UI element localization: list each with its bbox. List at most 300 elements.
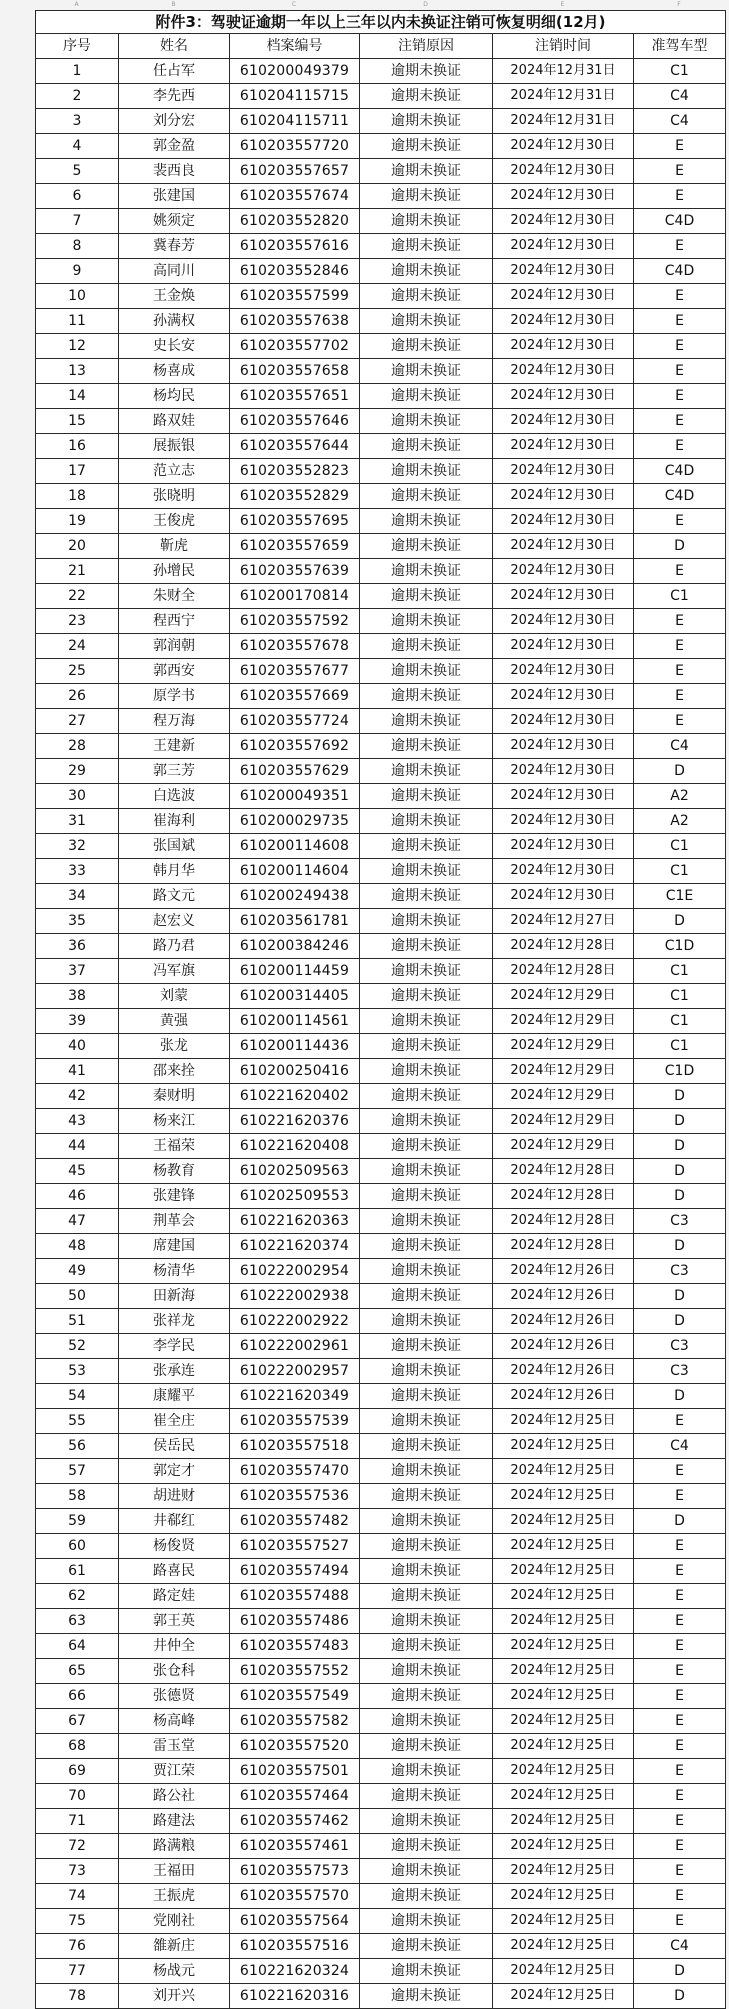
- cell-reason[interactable]: 逾期未换证: [360, 934, 493, 959]
- cell-reason[interactable]: 逾期未换证: [360, 409, 493, 434]
- cell-index[interactable]: 69: [36, 1759, 119, 1784]
- cell-date[interactable]: 2024年12月29日: [493, 1109, 634, 1134]
- cell-file-number[interactable]: 610200314405: [230, 984, 360, 1009]
- cell-vehicle-class[interactable]: D: [634, 1309, 726, 1334]
- cell-date[interactable]: 2024年12月25日: [493, 1459, 634, 1484]
- cell-name[interactable]: 杨高峰: [119, 1709, 230, 1734]
- cell-vehicle-class[interactable]: E: [634, 509, 726, 534]
- cell-vehicle-class[interactable]: E: [634, 684, 726, 709]
- cell-reason[interactable]: 逾期未换证: [360, 684, 493, 709]
- cell-index[interactable]: 72: [36, 1834, 119, 1859]
- cell-vehicle-class[interactable]: D: [634, 1109, 726, 1134]
- cell-index[interactable]: 21: [36, 559, 119, 584]
- cell-name[interactable]: 胡进财: [119, 1484, 230, 1509]
- cell-vehicle-class[interactable]: E: [634, 709, 726, 734]
- cell-reason[interactable]: 逾期未换证: [360, 234, 493, 259]
- cell-vehicle-class[interactable]: E: [634, 309, 726, 334]
- cell-reason[interactable]: 逾期未换证: [360, 1534, 493, 1559]
- cell-index[interactable]: 28: [36, 734, 119, 759]
- cell-name[interactable]: 张龙: [119, 1034, 230, 1059]
- cell-reason[interactable]: 逾期未换证: [360, 1809, 493, 1834]
- cell-file-number[interactable]: 610202509553: [230, 1184, 360, 1209]
- cell-vehicle-class[interactable]: C4: [634, 84, 726, 109]
- column-letter-f[interactable]: F: [677, 1, 681, 8]
- cell-file-number[interactable]: 610203552823: [230, 459, 360, 484]
- cell-name[interactable]: 雒新庄: [119, 1934, 230, 1959]
- cell-date[interactable]: 2024年12月30日: [493, 734, 634, 759]
- cell-date[interactable]: 2024年12月30日: [493, 384, 634, 409]
- cell-name[interactable]: 张建锋: [119, 1184, 230, 1209]
- cell-name[interactable]: 冀春芳: [119, 234, 230, 259]
- cell-vehicle-class[interactable]: E: [634, 634, 726, 659]
- cell-date[interactable]: 2024年12月30日: [493, 284, 634, 309]
- cell-name[interactable]: 程万海: [119, 709, 230, 734]
- cell-reason[interactable]: 逾期未换证: [360, 1934, 493, 1959]
- cell-name[interactable]: 刘分宏: [119, 109, 230, 134]
- cell-reason[interactable]: 逾期未换证: [360, 984, 493, 1009]
- cell-reason[interactable]: 逾期未换证: [360, 559, 493, 584]
- cell-reason[interactable]: 逾期未换证: [360, 1634, 493, 1659]
- cell-reason[interactable]: 逾期未换证: [360, 859, 493, 884]
- cell-vehicle-class[interactable]: D: [634, 759, 726, 784]
- cell-vehicle-class[interactable]: C1: [634, 984, 726, 1009]
- cell-vehicle-class[interactable]: E: [634, 1684, 726, 1709]
- cell-date[interactable]: 2024年12月30日: [493, 534, 634, 559]
- cell-name[interactable]: 高同川: [119, 259, 230, 284]
- cell-reason[interactable]: 逾期未换证: [360, 1584, 493, 1609]
- cell-index[interactable]: 30: [36, 784, 119, 809]
- cell-file-number[interactable]: 610222002954: [230, 1259, 360, 1284]
- cell-vehicle-class[interactable]: C4: [634, 734, 726, 759]
- cell-vehicle-class[interactable]: E: [634, 384, 726, 409]
- cell-index[interactable]: 17: [36, 459, 119, 484]
- cell-file-number[interactable]: 610203557639: [230, 559, 360, 584]
- cell-name[interactable]: 靳虎: [119, 534, 230, 559]
- cell-index[interactable]: 55: [36, 1409, 119, 1434]
- cell-index[interactable]: 9: [36, 259, 119, 284]
- cell-date[interactable]: 2024年12月30日: [493, 634, 634, 659]
- cell-index[interactable]: 40: [36, 1034, 119, 1059]
- cell-reason[interactable]: 逾期未换证: [360, 284, 493, 309]
- cell-date[interactable]: 2024年12月26日: [493, 1259, 634, 1284]
- cell-file-number[interactable]: 610203557692: [230, 734, 360, 759]
- cell-file-number[interactable]: 610221620316: [230, 1984, 360, 2009]
- cell-index[interactable]: 7: [36, 209, 119, 234]
- cell-index[interactable]: 73: [36, 1859, 119, 1884]
- cell-file-number[interactable]: 610203557564: [230, 1909, 360, 1934]
- cell-vehicle-class[interactable]: E: [634, 1909, 726, 1934]
- cell-file-number[interactable]: 610200114604: [230, 859, 360, 884]
- cell-index[interactable]: 47: [36, 1209, 119, 1234]
- cell-file-number[interactable]: 610203557646: [230, 409, 360, 434]
- cell-name[interactable]: 崔海利: [119, 809, 230, 834]
- cell-vehicle-class[interactable]: E: [634, 409, 726, 434]
- cell-file-number[interactable]: 610221620374: [230, 1234, 360, 1259]
- cell-index[interactable]: 41: [36, 1059, 119, 1084]
- cell-file-number[interactable]: 610203557470: [230, 1459, 360, 1484]
- cell-index[interactable]: 16: [36, 434, 119, 459]
- cell-index[interactable]: 57: [36, 1459, 119, 1484]
- cell-reason[interactable]: 逾期未换证: [360, 534, 493, 559]
- cell-name[interactable]: 张祥龙: [119, 1309, 230, 1334]
- cell-vehicle-class[interactable]: D: [634, 1084, 726, 1109]
- cell-name[interactable]: 党刚社: [119, 1909, 230, 1934]
- cell-vehicle-class[interactable]: D: [634, 1384, 726, 1409]
- cell-reason[interactable]: 逾期未换证: [360, 1884, 493, 1909]
- cell-name[interactable]: 王俊虎: [119, 509, 230, 534]
- header-cell-reason[interactable]: 注销原因: [360, 34, 493, 59]
- cell-index[interactable]: 59: [36, 1509, 119, 1534]
- cell-index[interactable]: 20: [36, 534, 119, 559]
- cell-name[interactable]: 张仓科: [119, 1659, 230, 1684]
- cell-name[interactable]: 路建法: [119, 1809, 230, 1834]
- cell-name[interactable]: 康耀平: [119, 1384, 230, 1409]
- cell-vehicle-class[interactable]: A2: [634, 809, 726, 834]
- cell-index[interactable]: 33: [36, 859, 119, 884]
- cell-file-number[interactable]: 610203557552: [230, 1659, 360, 1684]
- cell-reason[interactable]: 逾期未换证: [360, 1609, 493, 1634]
- cell-file-number[interactable]: 610200049351: [230, 784, 360, 809]
- cell-index[interactable]: 45: [36, 1159, 119, 1184]
- cell-reason[interactable]: 逾期未换证: [360, 1209, 493, 1234]
- cell-file-number[interactable]: 610203557724: [230, 709, 360, 734]
- cell-index[interactable]: 62: [36, 1584, 119, 1609]
- cell-file-number[interactable]: 610203557549: [230, 1684, 360, 1709]
- cell-vehicle-class[interactable]: E: [634, 1784, 726, 1809]
- cell-name[interactable]: 王振虎: [119, 1884, 230, 1909]
- cell-index[interactable]: 29: [36, 759, 119, 784]
- cell-name[interactable]: 冯军旗: [119, 959, 230, 984]
- cell-file-number[interactable]: 610203557570: [230, 1884, 360, 1909]
- table-title[interactable]: 附件3：驾驶证逾期一年以上三年以内未换证注销可恢复明细(12月): [36, 11, 726, 34]
- cell-date[interactable]: 2024年12月29日: [493, 984, 634, 1009]
- cell-vehicle-class[interactable]: E: [634, 659, 726, 684]
- cell-name[interactable]: 郭三芳: [119, 759, 230, 784]
- cell-file-number[interactable]: 610200114459: [230, 959, 360, 984]
- cell-name[interactable]: 井仲全: [119, 1634, 230, 1659]
- cell-name[interactable]: 韩月华: [119, 859, 230, 884]
- cell-name[interactable]: 张承连: [119, 1359, 230, 1384]
- cell-name[interactable]: 郭王英: [119, 1609, 230, 1634]
- cell-reason[interactable]: 逾期未换证: [360, 1459, 493, 1484]
- cell-reason[interactable]: 逾期未换证: [360, 59, 493, 84]
- cell-reason[interactable]: 逾期未换证: [360, 1234, 493, 1259]
- cell-date[interactable]: 2024年12月30日: [493, 659, 634, 684]
- cell-vehicle-class[interactable]: C4D: [634, 459, 726, 484]
- cell-name[interactable]: 杨喜成: [119, 359, 230, 384]
- cell-date[interactable]: 2024年12月26日: [493, 1334, 634, 1359]
- cell-name[interactable]: 荆革会: [119, 1209, 230, 1234]
- cell-reason[interactable]: 逾期未换证: [360, 1134, 493, 1159]
- cell-date[interactable]: 2024年12月30日: [493, 809, 634, 834]
- cell-reason[interactable]: 逾期未换证: [360, 759, 493, 784]
- cell-file-number[interactable]: 610222002938: [230, 1284, 360, 1309]
- cell-name[interactable]: 秦财明: [119, 1084, 230, 1109]
- header-cell-index[interactable]: 序号: [36, 34, 119, 59]
- cell-date[interactable]: 2024年12月25日: [493, 1709, 634, 1734]
- cell-reason[interactable]: 逾期未换证: [360, 1759, 493, 1784]
- cell-reason[interactable]: 逾期未换证: [360, 1434, 493, 1459]
- cell-file-number[interactable]: 610200384246: [230, 934, 360, 959]
- cell-date[interactable]: 2024年12月30日: [493, 784, 634, 809]
- cell-reason[interactable]: 逾期未换证: [360, 159, 493, 184]
- cell-file-number[interactable]: 610203557483: [230, 1634, 360, 1659]
- cell-vehicle-class[interactable]: E: [634, 559, 726, 584]
- cell-file-number[interactable]: 610203557573: [230, 1859, 360, 1884]
- cell-date[interactable]: 2024年12月25日: [493, 1734, 634, 1759]
- cell-vehicle-class[interactable]: C4: [634, 1934, 726, 1959]
- cell-index[interactable]: 12: [36, 334, 119, 359]
- column-letter-e[interactable]: E: [560, 1, 565, 8]
- cell-vehicle-class[interactable]: C1: [634, 859, 726, 884]
- cell-file-number[interactable]: 610221620363: [230, 1209, 360, 1234]
- cell-file-number[interactable]: 610221620402: [230, 1084, 360, 1109]
- cell-name[interactable]: 王建新: [119, 734, 230, 759]
- cell-vehicle-class[interactable]: C4D: [634, 209, 726, 234]
- cell-vehicle-class[interactable]: C1: [634, 584, 726, 609]
- cell-vehicle-class[interactable]: E: [634, 1859, 726, 1884]
- cell-reason[interactable]: 逾期未换证: [360, 84, 493, 109]
- cell-index[interactable]: 63: [36, 1609, 119, 1634]
- cell-name[interactable]: 刘开兴: [119, 1984, 230, 2009]
- cell-name[interactable]: 杨战元: [119, 1959, 230, 1984]
- cell-vehicle-class[interactable]: D: [634, 1984, 726, 2009]
- cell-vehicle-class[interactable]: A2: [634, 784, 726, 809]
- cell-file-number[interactable]: 610203557461: [230, 1834, 360, 1859]
- cell-name[interactable]: 杨俊贤: [119, 1534, 230, 1559]
- cell-date[interactable]: 2024年12月30日: [493, 509, 634, 534]
- cell-date[interactable]: 2024年12月25日: [493, 1534, 634, 1559]
- cell-date[interactable]: 2024年12月29日: [493, 1084, 634, 1109]
- cell-file-number[interactable]: 610203557659: [230, 534, 360, 559]
- cell-date[interactable]: 2024年12月30日: [493, 209, 634, 234]
- cell-index[interactable]: 37: [36, 959, 119, 984]
- cell-name[interactable]: 郭西安: [119, 659, 230, 684]
- cell-file-number[interactable]: 610203557501: [230, 1759, 360, 1784]
- header-cell-date[interactable]: 注销时间: [493, 34, 634, 59]
- cell-date[interactable]: 2024年12月25日: [493, 1634, 634, 1659]
- cell-index[interactable]: 18: [36, 484, 119, 509]
- cell-reason[interactable]: 逾期未换证: [360, 1409, 493, 1434]
- cell-file-number[interactable]: 610222002961: [230, 1334, 360, 1359]
- cell-vehicle-class[interactable]: E: [634, 1834, 726, 1859]
- cell-index[interactable]: 46: [36, 1184, 119, 1209]
- cell-index[interactable]: 4: [36, 134, 119, 159]
- cell-index[interactable]: 22: [36, 584, 119, 609]
- cell-date[interactable]: 2024年12月30日: [493, 709, 634, 734]
- cell-vehicle-class[interactable]: E: [634, 434, 726, 459]
- cell-file-number[interactable]: 610221620324: [230, 1959, 360, 1984]
- cell-file-number[interactable]: 610203557678: [230, 634, 360, 659]
- cell-file-number[interactable]: 610203557488: [230, 1584, 360, 1609]
- cell-vehicle-class[interactable]: E: [634, 1634, 726, 1659]
- cell-reason[interactable]: 逾期未换证: [360, 1559, 493, 1584]
- cell-name[interactable]: 裴西良: [119, 159, 230, 184]
- cell-date[interactable]: 2024年12月25日: [493, 1584, 634, 1609]
- cell-vehicle-class[interactable]: C1E: [634, 884, 726, 909]
- cell-index[interactable]: 68: [36, 1734, 119, 1759]
- cell-vehicle-class[interactable]: C3: [634, 1334, 726, 1359]
- cell-date[interactable]: 2024年12月30日: [493, 134, 634, 159]
- cell-date[interactable]: 2024年12月29日: [493, 1059, 634, 1084]
- cell-index[interactable]: 74: [36, 1884, 119, 1909]
- cell-date[interactable]: 2024年12月25日: [493, 1884, 634, 1909]
- cell-index[interactable]: 25: [36, 659, 119, 684]
- cell-vehicle-class[interactable]: E: [634, 334, 726, 359]
- cell-index[interactable]: 27: [36, 709, 119, 734]
- cell-vehicle-class[interactable]: E: [634, 184, 726, 209]
- cell-reason[interactable]: 逾期未换证: [360, 484, 493, 509]
- cell-vehicle-class[interactable]: D: [634, 1134, 726, 1159]
- cell-reason[interactable]: 逾期未换证: [360, 1084, 493, 1109]
- cell-reason[interactable]: 逾期未换证: [360, 1334, 493, 1359]
- cell-reason[interactable]: 逾期未换证: [360, 1834, 493, 1859]
- cell-reason[interactable]: 逾期未换证: [360, 1359, 493, 1384]
- cell-date[interactable]: 2024年12月25日: [493, 1934, 634, 1959]
- cell-index[interactable]: 51: [36, 1309, 119, 1334]
- cell-date[interactable]: 2024年12月28日: [493, 1184, 634, 1209]
- cell-date[interactable]: 2024年12月31日: [493, 84, 634, 109]
- cell-date[interactable]: 2024年12月30日: [493, 884, 634, 909]
- cell-name[interactable]: 郭润朝: [119, 634, 230, 659]
- cell-index[interactable]: 71: [36, 1809, 119, 1834]
- cell-reason[interactable]: 逾期未换证: [360, 1659, 493, 1684]
- cell-date[interactable]: 2024年12月30日: [493, 234, 634, 259]
- cell-file-number[interactable]: 610203557658: [230, 359, 360, 384]
- cell-file-number[interactable]: 610203557651: [230, 384, 360, 409]
- cell-index[interactable]: 61: [36, 1559, 119, 1584]
- cell-name[interactable]: 杨均民: [119, 384, 230, 409]
- cell-name[interactable]: 程西宁: [119, 609, 230, 634]
- cell-name[interactable]: 郭定才: [119, 1459, 230, 1484]
- cell-vehicle-class[interactable]: C1: [634, 834, 726, 859]
- cell-index[interactable]: 34: [36, 884, 119, 909]
- cell-reason[interactable]: 逾期未换证: [360, 1184, 493, 1209]
- cell-index[interactable]: 77: [36, 1959, 119, 1984]
- cell-file-number[interactable]: 610203557462: [230, 1809, 360, 1834]
- cell-name[interactable]: 原学书: [119, 684, 230, 709]
- cell-name[interactable]: 刘蒙: [119, 984, 230, 1009]
- cell-file-number[interactable]: 610221620376: [230, 1109, 360, 1134]
- cell-date[interactable]: 2024年12月30日: [493, 259, 634, 284]
- cell-vehicle-class[interactable]: C1D: [634, 1059, 726, 1084]
- cell-reason[interactable]: 逾期未换证: [360, 384, 493, 409]
- cell-index[interactable]: 36: [36, 934, 119, 959]
- cell-date[interactable]: 2024年12月30日: [493, 484, 634, 509]
- cell-index[interactable]: 24: [36, 634, 119, 659]
- cell-date[interactable]: 2024年12月31日: [493, 59, 634, 84]
- cell-index[interactable]: 43: [36, 1109, 119, 1134]
- cell-name[interactable]: 崔全庄: [119, 1409, 230, 1434]
- column-letter-c[interactable]: C: [291, 1, 297, 8]
- cell-index[interactable]: 39: [36, 1009, 119, 1034]
- cell-vehicle-class[interactable]: C1: [634, 59, 726, 84]
- cell-file-number[interactable]: 610203557582: [230, 1709, 360, 1734]
- cell-date[interactable]: 2024年12月30日: [493, 584, 634, 609]
- cell-file-number[interactable]: 610221620408: [230, 1134, 360, 1159]
- cell-index[interactable]: 78: [36, 1984, 119, 2009]
- cell-index[interactable]: 48: [36, 1234, 119, 1259]
- cell-reason[interactable]: 逾期未换证: [360, 1509, 493, 1534]
- cell-reason[interactable]: 逾期未换证: [360, 709, 493, 734]
- cell-name[interactable]: 贾江荣: [119, 1759, 230, 1784]
- cell-vehicle-class[interactable]: E: [634, 1534, 726, 1559]
- cell-vehicle-class[interactable]: E: [634, 609, 726, 634]
- cell-reason[interactable]: 逾期未换证: [360, 1734, 493, 1759]
- cell-reason[interactable]: 逾期未换证: [360, 784, 493, 809]
- cell-date[interactable]: 2024年12月25日: [493, 1859, 634, 1884]
- cell-date[interactable]: 2024年12月30日: [493, 609, 634, 634]
- cell-name[interactable]: 范立志: [119, 459, 230, 484]
- cell-index[interactable]: 15: [36, 409, 119, 434]
- cell-date[interactable]: 2024年12月28日: [493, 934, 634, 959]
- cell-file-number[interactable]: 610203557720: [230, 134, 360, 159]
- cell-vehicle-class[interactable]: C1: [634, 959, 726, 984]
- cell-index[interactable]: 53: [36, 1359, 119, 1384]
- cell-reason[interactable]: 逾期未换证: [360, 1909, 493, 1934]
- cell-date[interactable]: 2024年12月29日: [493, 1134, 634, 1159]
- cell-file-number[interactable]: 610203557464: [230, 1784, 360, 1809]
- cell-reason[interactable]: 逾期未换证: [360, 509, 493, 534]
- cell-file-number[interactable]: 610203557669: [230, 684, 360, 709]
- cell-reason[interactable]: 逾期未换证: [360, 1959, 493, 1984]
- cell-name[interactable]: 展振银: [119, 434, 230, 459]
- cell-name[interactable]: 田新海: [119, 1284, 230, 1309]
- cell-vehicle-class[interactable]: C4: [634, 109, 726, 134]
- cell-file-number[interactable]: 610204115711: [230, 109, 360, 134]
- cell-reason[interactable]: 逾期未换证: [360, 634, 493, 659]
- cell-index[interactable]: 3: [36, 109, 119, 134]
- cell-date[interactable]: 2024年12月30日: [493, 309, 634, 334]
- cell-file-number[interactable]: 610203557518: [230, 1434, 360, 1459]
- cell-reason[interactable]: 逾期未换证: [360, 134, 493, 159]
- cell-date[interactable]: 2024年12月27日: [493, 909, 634, 934]
- cell-index[interactable]: 19: [36, 509, 119, 534]
- cell-name[interactable]: 张晓明: [119, 484, 230, 509]
- cell-name[interactable]: 张德贤: [119, 1684, 230, 1709]
- cell-index[interactable]: 14: [36, 384, 119, 409]
- cell-date[interactable]: 2024年12月26日: [493, 1284, 634, 1309]
- cell-date[interactable]: 2024年12月25日: [493, 1684, 634, 1709]
- cell-date[interactable]: 2024年12月25日: [493, 1509, 634, 1534]
- cell-vehicle-class[interactable]: C4: [634, 1434, 726, 1459]
- cell-file-number[interactable]: 610200249438: [230, 884, 360, 909]
- cell-index[interactable]: 11: [36, 309, 119, 334]
- cell-date[interactable]: 2024年12月26日: [493, 1309, 634, 1334]
- cell-index[interactable]: 66: [36, 1684, 119, 1709]
- cell-file-number[interactable]: 610200170814: [230, 584, 360, 609]
- cell-file-number[interactable]: 610203557539: [230, 1409, 360, 1434]
- cell-reason[interactable]: 逾期未换证: [360, 1109, 493, 1134]
- cell-index[interactable]: 2: [36, 84, 119, 109]
- cell-name[interactable]: 黄强: [119, 1009, 230, 1034]
- cell-file-number[interactable]: 610202509563: [230, 1159, 360, 1184]
- cell-reason[interactable]: 逾期未换证: [360, 1009, 493, 1034]
- cell-file-number[interactable]: 610203557482: [230, 1509, 360, 1534]
- cell-file-number[interactable]: 610203557494: [230, 1559, 360, 1584]
- cell-vehicle-class[interactable]: D: [634, 1509, 726, 1534]
- cell-name[interactable]: 杨清华: [119, 1259, 230, 1284]
- cell-date[interactable]: 2024年12月26日: [493, 1359, 634, 1384]
- cell-index[interactable]: 6: [36, 184, 119, 209]
- cell-reason[interactable]: 逾期未换证: [360, 1484, 493, 1509]
- cell-index[interactable]: 64: [36, 1634, 119, 1659]
- cell-vehicle-class[interactable]: E: [634, 1709, 726, 1734]
- cell-file-number[interactable]: 610203552829: [230, 484, 360, 509]
- cell-name[interactable]: 侯岳民: [119, 1434, 230, 1459]
- cell-reason[interactable]: 逾期未换证: [360, 959, 493, 984]
- header-cell-file-number[interactable]: 档案编号: [230, 34, 360, 59]
